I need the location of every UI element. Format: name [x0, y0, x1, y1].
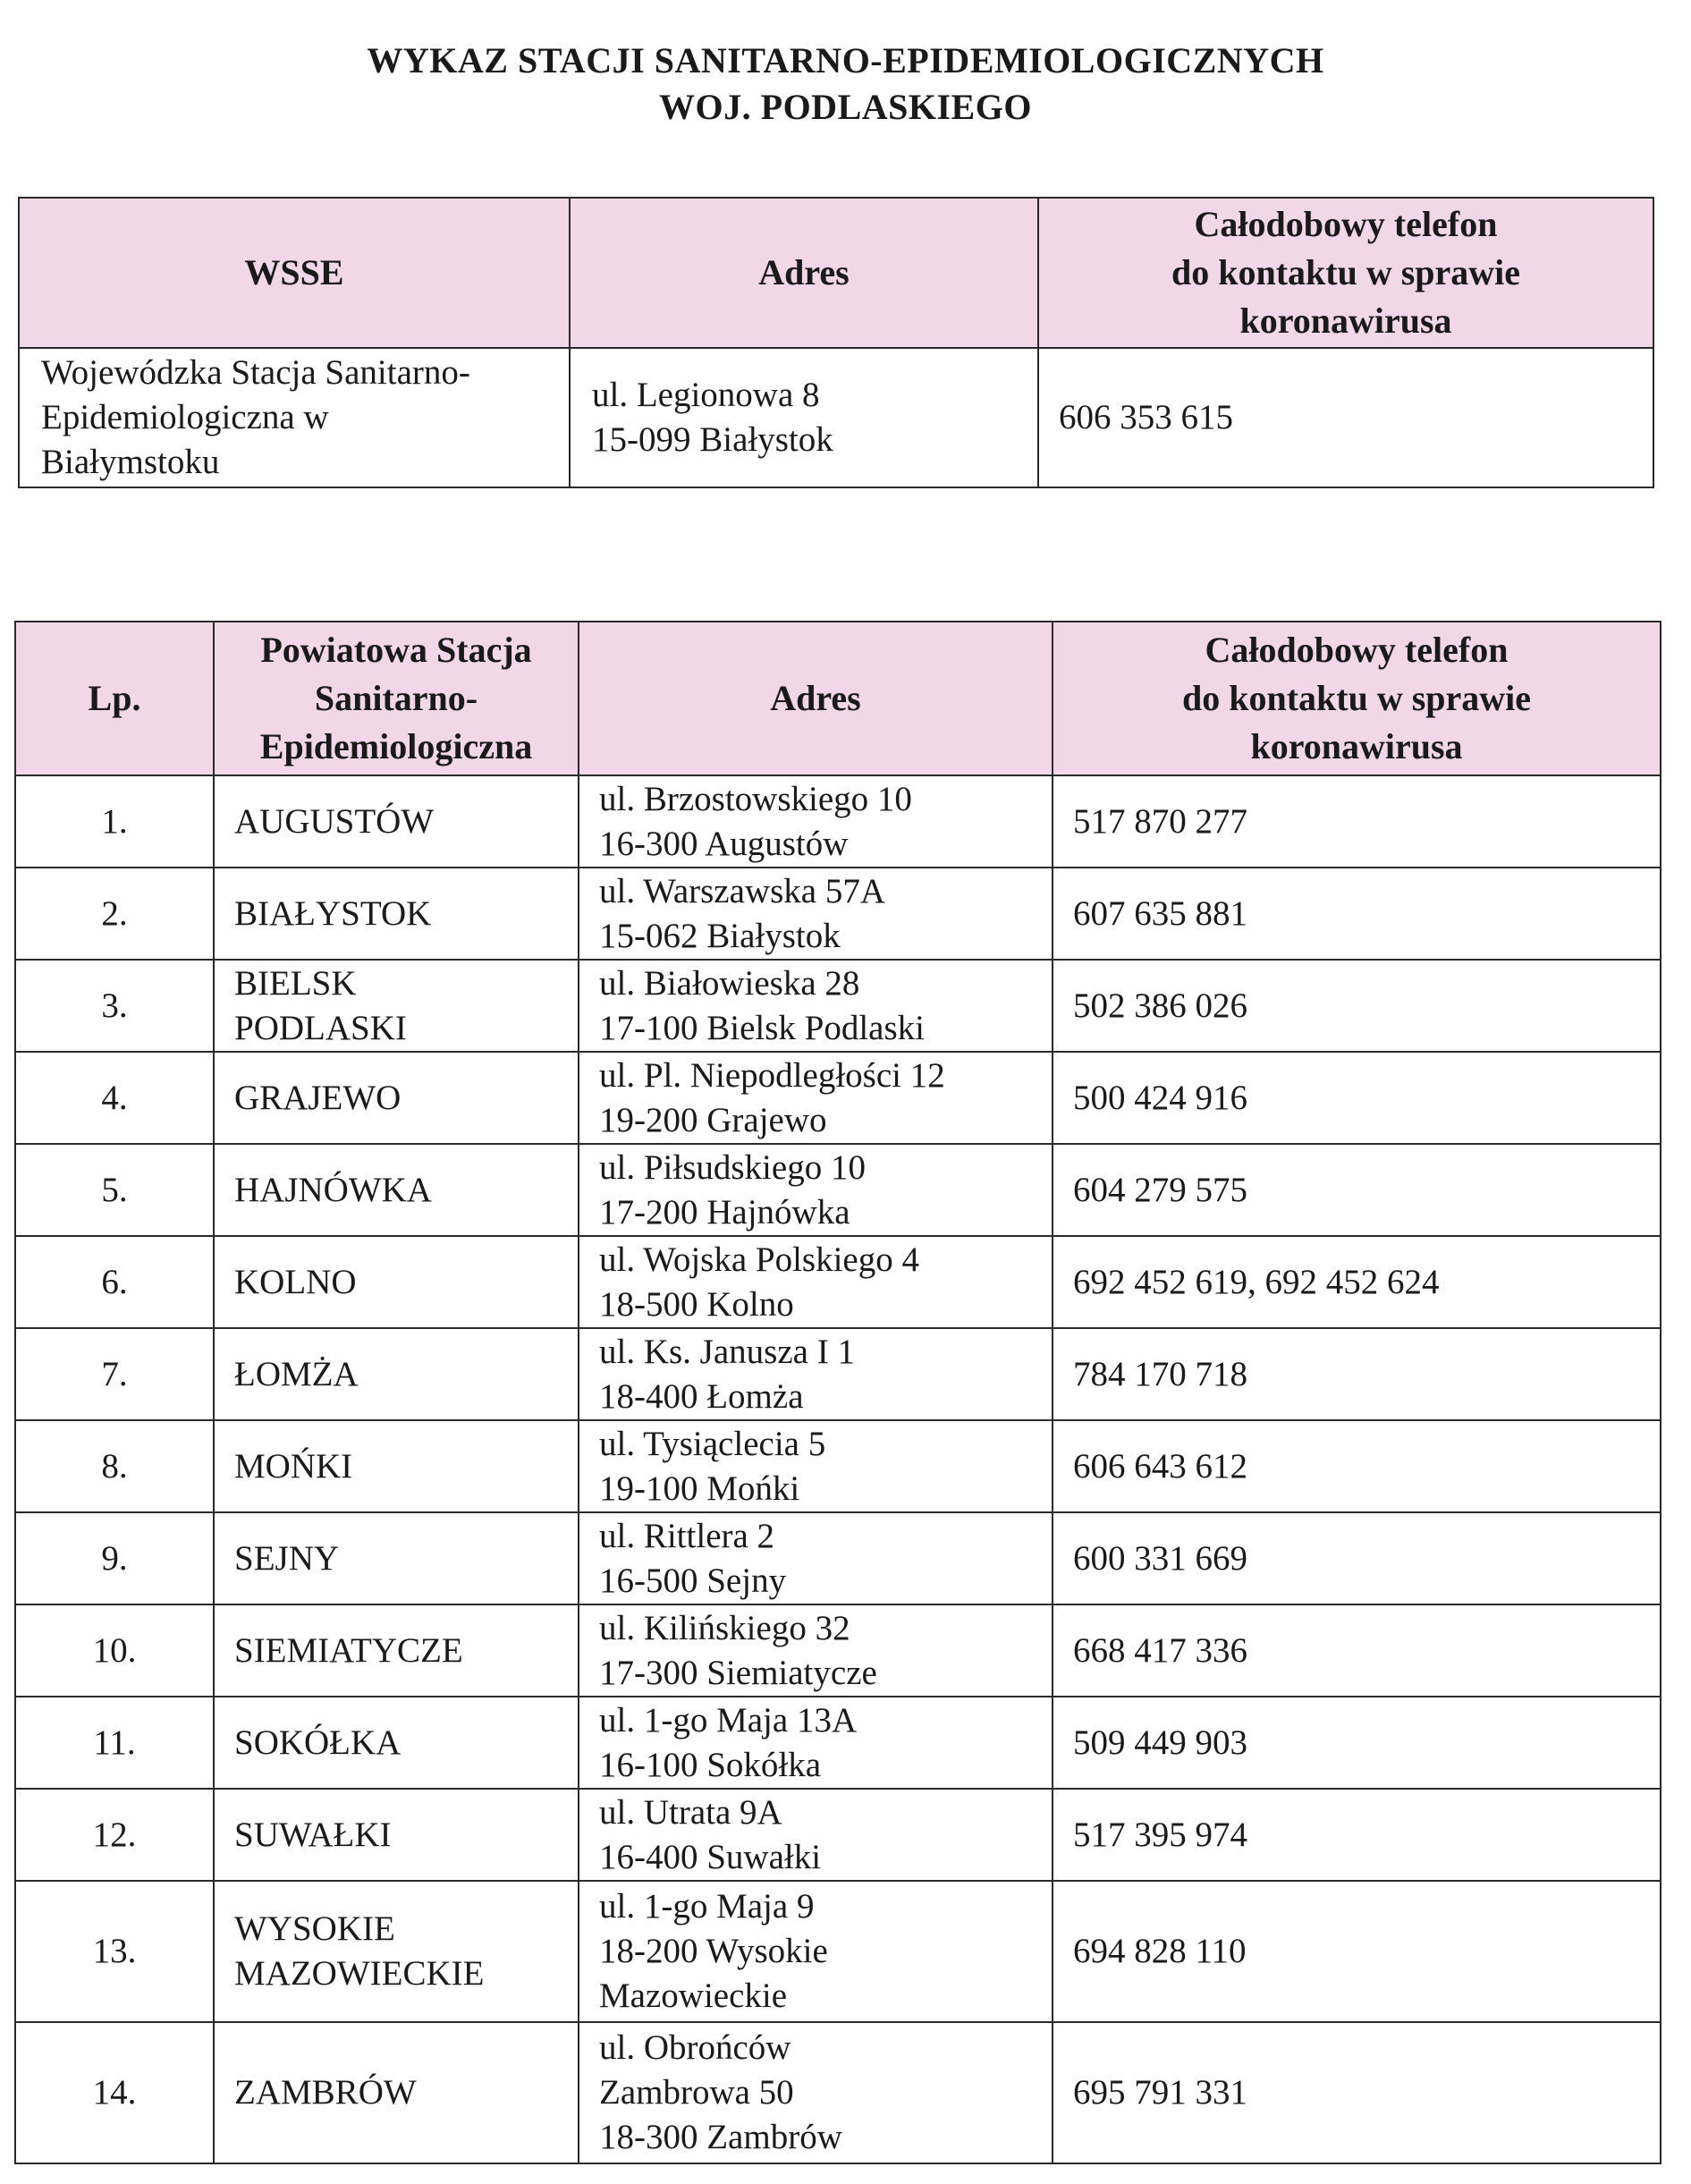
station-phone: 784 170 718	[1053, 1328, 1661, 1420]
document-title-line-1: WYKAZ STACJI SANITARNO-EPIDEMIOLOGICZNYCH	[367, 40, 1324, 80]
row-number: 2.	[15, 868, 214, 960]
station-address: ul. 1-go Maja 9 18-200 Wysokie Mazowieckie	[579, 1881, 1053, 2022]
station-phone: 509 449 903	[1053, 1697, 1661, 1789]
station-address: ul. Rittlera 2 16-500 Sejny	[579, 1512, 1053, 1604]
station-address: ul. Utrata 9A 16-400 Suwałki	[579, 1789, 1053, 1881]
table-row	[15, 1512, 1661, 1604]
station-phone: 695 791 331	[1053, 2022, 1661, 2163]
station-name: KOLNO	[214, 1236, 579, 1328]
document-title-line-2: WOJ. PODLASKIEGO	[659, 87, 1032, 127]
row-number: 4.	[15, 1052, 214, 1144]
wsse-table	[18, 197, 1654, 488]
station-name: ŁOMŻA	[214, 1328, 579, 1420]
wsse-header-row	[19, 198, 1653, 348]
station-address: ul. Obrońców Zambrowa 50 18-300 Zambrów	[579, 2022, 1053, 2163]
station-phone: 517 870 277	[1053, 775, 1661, 868]
station-phone: 668 417 336	[1053, 1604, 1661, 1697]
station-phone: 607 635 881	[1053, 868, 1661, 960]
table-row	[15, 1144, 1661, 1236]
station-phone: 692 452 619, 692 452 624	[1053, 1236, 1661, 1328]
station-name: MOŃKI	[214, 1420, 579, 1512]
station-phone: 502 386 026	[1053, 960, 1661, 1052]
station-name: GRAJEWO	[214, 1052, 579, 1144]
station-address: ul. Wojska Polskiego 4 18-500 Kolno	[579, 1236, 1053, 1328]
station-name: SOKÓŁKA	[214, 1697, 579, 1789]
row-number: 7.	[15, 1328, 214, 1420]
row-number: 11.	[15, 1697, 214, 1789]
station-address: ul. Piłsudskiego 10 17-200 Hajnówka	[579, 1144, 1053, 1236]
wsse-header-phone: Całodobowy telefon do kontaktu w sprawie koronawirusa	[1038, 198, 1653, 348]
station-address: ul. Kilińskiego 32 17-300 Siemiatycze	[579, 1604, 1053, 1697]
pse-header-lp: Lp.	[15, 622, 214, 775]
station-name: SIEMIATYCZE	[214, 1604, 579, 1697]
station-name: WYSOKIE MAZOWIECKIE	[214, 1881, 579, 2022]
pse-table	[14, 621, 1661, 2164]
station-name: SEJNY	[214, 1512, 579, 1604]
row-number: 5.	[15, 1144, 214, 1236]
station-phone: 694 828 110	[1053, 1881, 1661, 2022]
station-address: ul. Białowieska 28 17-100 Bielsk Podlaski	[579, 960, 1053, 1052]
station-name: HAJNÓWKA	[214, 1144, 579, 1236]
table-row	[15, 1881, 1661, 2022]
wsse-station-phone: 606 353 615	[1038, 348, 1653, 487]
table-row	[15, 1328, 1661, 1420]
station-name: BIELSK PODLASKI	[214, 960, 579, 1052]
row-number: 3.	[15, 960, 214, 1052]
station-name: BIAŁYSTOK	[214, 868, 579, 960]
row-number: 8.	[15, 1420, 214, 1512]
station-phone: 600 331 669	[1053, 1512, 1661, 1604]
wsse-station-address: ul. Legionowa 8 15-099 Białystok	[570, 348, 1038, 487]
station-phone: 517 395 974	[1053, 1789, 1661, 1881]
station-address: ul. Warszawska 57A 15-062 Białystok	[579, 868, 1053, 960]
row-number: 12.	[15, 1789, 214, 1881]
station-name: ZAMBRÓW	[214, 2022, 579, 2163]
pse-header-address: Adres	[579, 622, 1053, 775]
document-title	[0, 38, 1691, 131]
table-row	[15, 2022, 1661, 2163]
row-number: 6.	[15, 1236, 214, 1328]
table-row	[15, 775, 1661, 868]
table-row	[15, 1604, 1661, 1697]
table-row	[15, 1697, 1661, 1789]
row-number: 10.	[15, 1604, 214, 1697]
station-phone: 606 643 612	[1053, 1420, 1661, 1512]
table-row	[15, 868, 1661, 960]
table-row	[15, 960, 1661, 1052]
wsse-header-name: WSSE	[19, 198, 570, 348]
row-number: 14.	[15, 2022, 214, 2163]
station-address: ul. Brzostowskiego 10 16-300 Augustów	[579, 775, 1053, 868]
wsse-header-address: Adres	[570, 198, 1038, 348]
station-address: ul. Pl. Niepodległości 12 19-200 Grajewo	[579, 1052, 1053, 1144]
row-number: 1.	[15, 775, 214, 868]
station-address: ul. Tysiąclecia 5 19-100 Mońki	[579, 1420, 1053, 1512]
station-address: ul. Ks. Janusza I 1 18-400 Łomża	[579, 1328, 1053, 1420]
row-number: 13.	[15, 1881, 214, 2022]
station-phone: 604 279 575	[1053, 1144, 1661, 1236]
table-row	[15, 1789, 1661, 1881]
station-name: AUGUSTÓW	[214, 775, 579, 868]
table-row	[15, 1052, 1661, 1144]
pse-header-name: Powiatowa Stacja Sanitarno- Epidemiologiczna	[214, 622, 579, 775]
pse-header-phone: Całodobowy telefon do kontaktu w sprawie koronawirusa	[1053, 622, 1661, 775]
table-row	[15, 1236, 1661, 1328]
wsse-row	[19, 348, 1653, 487]
wsse-station-name: Wojewódzka Stacja Sanitarno- Epidemiologiczna w Białymstoku	[19, 348, 570, 487]
row-number: 9.	[15, 1512, 214, 1604]
station-name: SUWAŁKI	[214, 1789, 579, 1881]
pse-header-row	[15, 622, 1661, 775]
table-row	[15, 1420, 1661, 1512]
station-address: ul. 1-go Maja 13A 16-100 Sokółka	[579, 1697, 1053, 1789]
station-phone: 500 424 916	[1053, 1052, 1661, 1144]
